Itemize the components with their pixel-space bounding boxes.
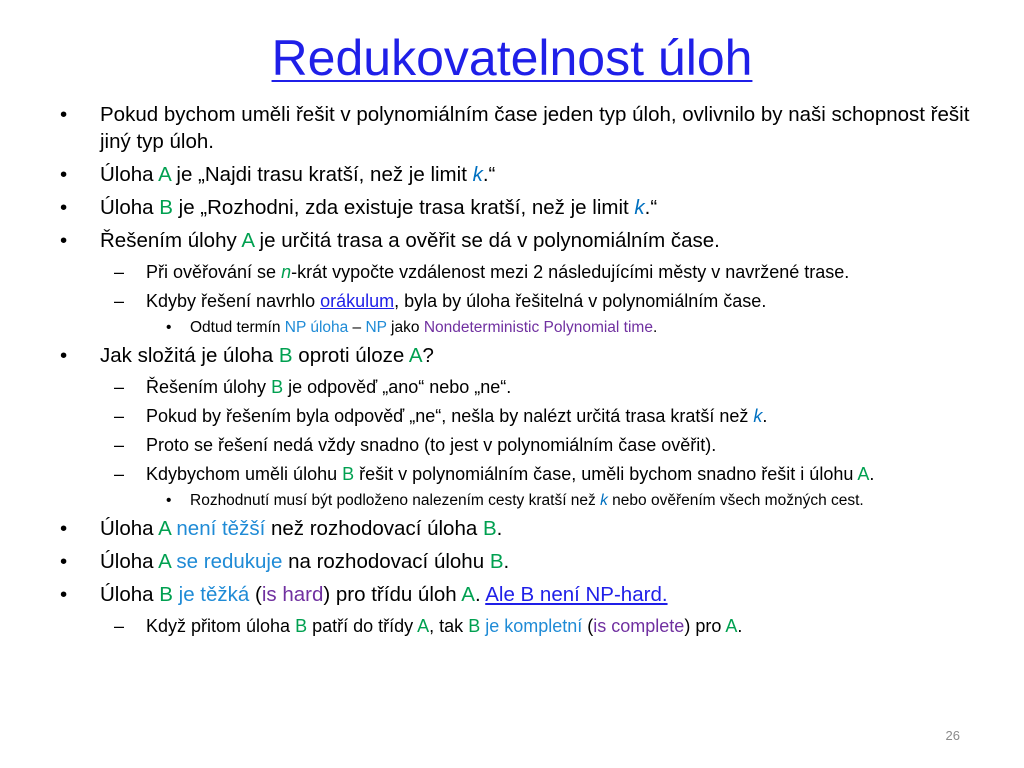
sub-sub-bullet-decision: • Rozhodnutí musí být podloženo nalezením cesty kratší než k nebo ověřením všech možných cest.: [60, 491, 970, 511]
sub-bullet-answer-no: – Pokud by řešením byla odpověď „ne“, nešla by nalézt určitá trasa kratší než k.: [60, 404, 970, 428]
oracle-link[interactable]: orákulum: [320, 291, 395, 311]
bullet-is-hard: • Úloha B je těžká (is hard) pro třídu úloh A. Ale B není NP-hard.: [60, 581, 970, 608]
bullet-complexity-question: • Jak složitá je úloha B oproti úloze A?: [60, 342, 970, 369]
sub-bullet-yes-no: – Řešením úlohy B je odpověď „ano“ nebo „ne“.: [60, 375, 970, 399]
sub-bullet-not-easy: – Proto se řešení nedá vždy snadno (to jest v polynomiálním čase ověřit).: [60, 433, 970, 457]
page-number: 26: [945, 728, 960, 743]
bullet-solution-a: • Řešením úlohy A je určitá trasa a ověřit se dá v polynomiálním čase.: [60, 227, 970, 254]
bullet-not-harder: • Úloha A není těžší než rozhodovací úloha B.: [60, 515, 970, 542]
bullet-task-b: • Úloha B je „Rozhodni, zda existuje trasa kratší, než je limit k.“: [60, 194, 970, 221]
sub-bullet-solve-b: – Kdybychom uměli úlohu B řešit v polynomiálním čase, uměli bychom snadno řešit i úlohu A.: [60, 462, 970, 486]
sub-sub-bullet-np-term: • Odtud termín NP úloha – NP jako Nondeterministic Polynomial time.: [60, 318, 970, 338]
sub-bullet-verification: – Při ověřování se n-krát vypočte vzdálenost mezi 2 následujícími městy v navržené trase.: [60, 260, 970, 284]
slide-title: Redukovatelnost úloh: [271, 30, 753, 86]
np-hard-link[interactable]: Ale B není NP-hard.: [485, 583, 668, 606]
slide-content: [60, 101, 970, 643]
sub-bullet-complete: – Když přitom úloha B patří do třídy A, tak B je kompletní (is complete) pro A.: [60, 614, 970, 638]
sub-bullet-oracle: – Kdyby řešení navrhlo orákulum, byla by úloha řešitelná v polynomiálním čase.: [60, 289, 970, 313]
bullet-polynomial-effect: • Pokud bychom uměli řešit v polynomiálním čase jeden typ úloh, ovlivnilo by naši schopnost řešit jiný typ úloh.: [60, 101, 970, 155]
bullet-reduces: • Úloha A se redukuje na rozhodovací úlohu B.: [60, 548, 970, 575]
bullet-task-a: • Úloha A je „Najdi trasu kratší, než je limit k.“: [60, 161, 970, 188]
